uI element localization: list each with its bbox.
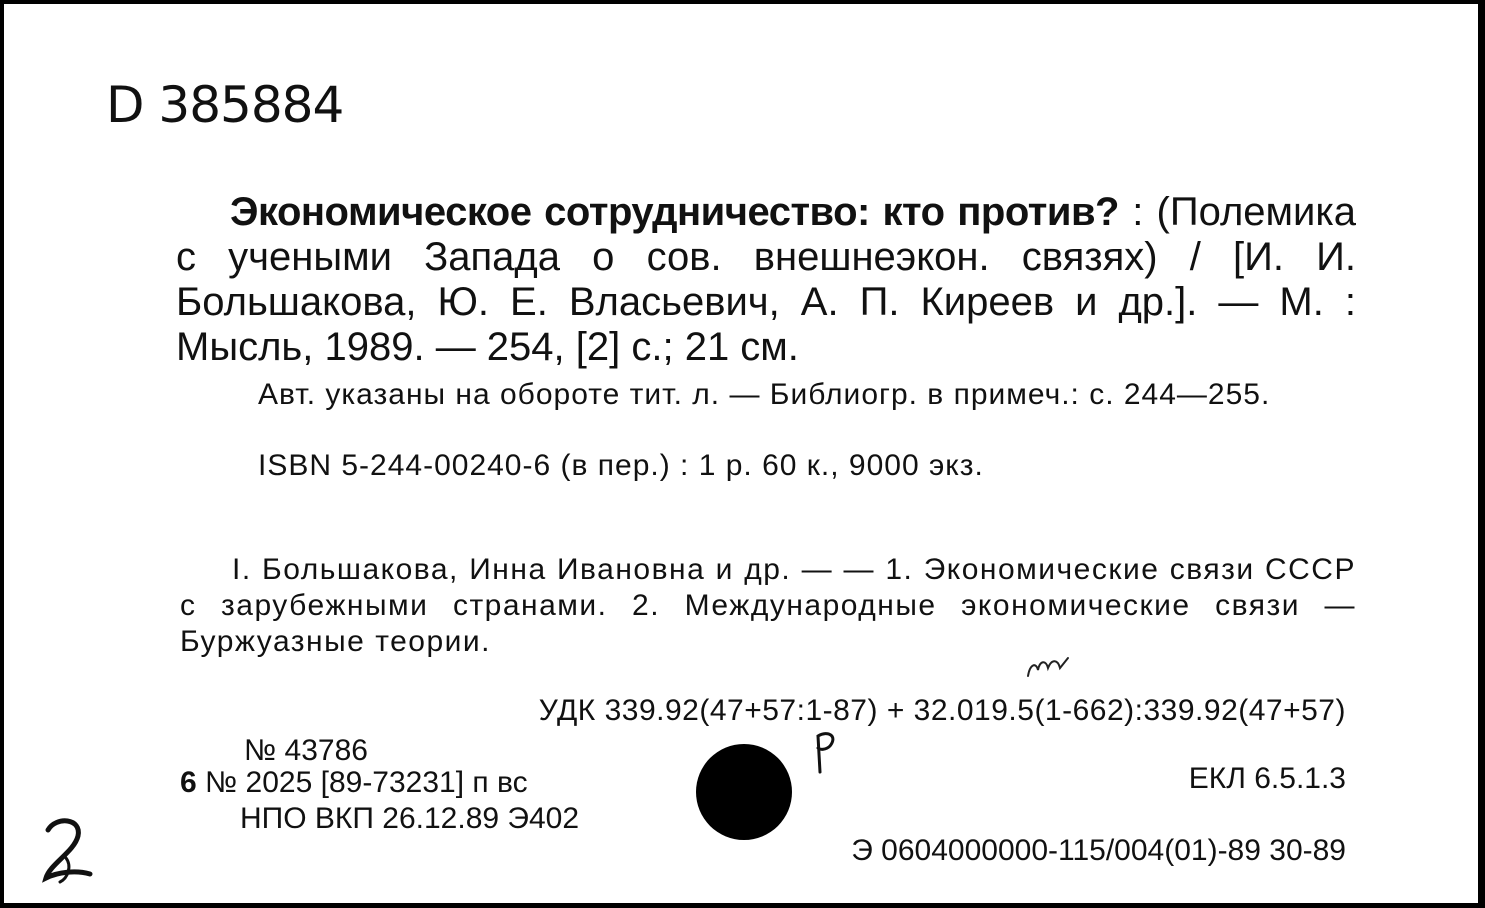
batch-line — [180, 766, 528, 800]
batch-prefix: 6 — [180, 766, 197, 799]
handwritten-letter-mark — [808, 728, 844, 776]
book-title: Экономическое сотрудничество: кто против? — [230, 190, 1119, 234]
registration-number: № 43786 — [244, 734, 368, 767]
isbn-line: ISBN 5-244-00240-6 (в пер.) : 1 р. 60 к., 9000 экз. — [258, 449, 984, 482]
main-entry-description: : (Полемика с учеными Запада о сов. внешнеэкон. связях) / [И. И. Большакова, Ю. Е. Власьевич, А. П. Киреев и др.]. — М. : Мысль, 1989. — 254, [2] с.; 21 см. — [176, 190, 1356, 369]
udc-classification: УДК 339.92(47+57:1-87) + 32.019.5(1-662):339.92(47+57) — [538, 694, 1346, 727]
main-entry — [176, 190, 1356, 370]
publisher-line: НПО ВКП 26.12.89 Э402 — [240, 802, 580, 835]
catalog-card — [4, 4, 1478, 903]
catalog-number: D 385884 — [106, 76, 344, 134]
subject-tracings: I. Большакова, Инна Ивановна и др. — — 1. Экономические связи СССР с зарубежными странами. 2. Международные экономические связи — Буржуазные теории. — [180, 553, 1356, 658]
batch-rest: № 2025 [89-73231] п вс — [196, 766, 528, 799]
handwritten-numeral-mark — [36, 814, 98, 886]
ekl-code: ЕКЛ 6.5.1.3 — [1188, 762, 1346, 795]
authors-note: Авт. указаны на обороте тит. л. — Библиогр. в примеч.: с. 244—255. — [258, 378, 1271, 411]
handwritten-scribble-mark — [1024, 654, 1072, 680]
catalog-code: Э 0604000000-115/004(01)-89 30-89 — [851, 834, 1346, 867]
punch-hole — [696, 744, 792, 840]
